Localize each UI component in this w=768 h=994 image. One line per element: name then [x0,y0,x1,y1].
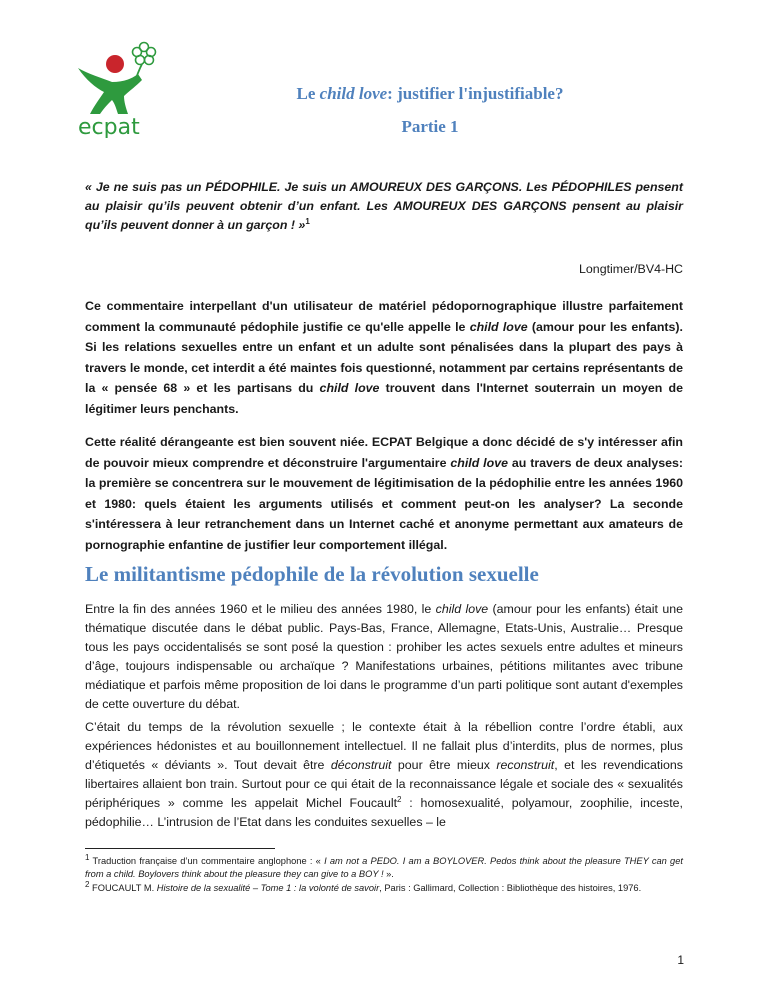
quote-attribution: Longtimer/BV4-HC [579,262,683,276]
footnotes [85,852,683,896]
body-paragraph-2: C’était du temps de la révolution sexuelle ; le contexte était à la rébellion contre l’ordre établi, aux expériences hédonistes et au bouillonnement intellectuel. Il ne fallait plus d’interdits, plus de normes, plus d’étiquetés « déviants ». Tout devait être déconstruit pour être mieux reconstruit, et les revendications libertaires allaient bon train. Surtout pour ce qui était de la reconnaissance légale et sociale des « sexualités périphériques » comme les appelait Michel Foucault$^2$ : homosexualité, polyamour, zoophilie, inceste, pédophilie… L’intrusion de l’Etat dans les conduites sexuelles – le [85,720,684,829]
footnote-1: $^1$ Traduction française d’un commentaire anglophone : « I am not a PEDO. I am a BOYLOVER. Pedos think about the pleasure THEY can get from a child. Boylovers think about the pleasure they can give to a BOY ! ». [85,852,683,879]
epigraph-quote: « Je ne suis pas un PÉDOPHILE. Je suis un AMOUREUX DES GARÇONS. Les PÉDOPHILES pensent au plaisir qu’ils peuvent obtenir d’un enfant. Les AMOUREUX DES GARÇONS pensent au plaisir qu’ils peuvent donner à un garçon ! »$^1$ [85,180,683,232]
title-line-2: Partie 1 [401,117,459,136]
document-title [180,84,680,137]
ecpat-logo [72,38,164,138]
footnote-2: $^2$ FOUCAULT M. Histoire de la sexualité – Tome 1 : la volonté de savoir, Paris : Gallimard, Collection : Bibliothèque des histoires, 1976. [85,879,642,893]
footnote-ref-2[interactable]: 2 [397,794,402,804]
section-heading: Le militantisme pédophile de la révolution sexuelle [85,562,539,586]
logo-wordmark: ecpat [78,115,140,138]
title-line-1: Le child love: justifier l'injustifiable? [296,84,564,103]
footnote-ref-1[interactable]: 1 [305,216,310,226]
intro-paragraph-2: Cette réalité dérangeante est bien souvent niée. ECPAT Belgique a donc décidé de s'y intéresser afin de pouvoir mieux comprendre et déconstruire l'argumentaire child love au travers de deux analyses: la première se concentrera sur le mouvement de légitimisation de la pédophilie entre les années 1960 et 1980: quels étaient les arguments utilisés et comment peut-on les analyser? La seconde s'intéressera à leur retranchement dans un Internet caché et anonyme permettant aux amateurs de pornographie enfantine de justifier leur comportement illégal. [85,435,684,552]
child-figure-icon [78,68,142,114]
child-head-icon [106,55,124,73]
page-number: 1 [677,953,684,967]
body-paragraph-1: Entre la fin des années 1960 et le milieu des années 1980, le child love (amour pour les enfants) était une thématique discutée dans le débat public. Pays-Bas, France, Allemagne, Etats-Unis, Australie… Presque tous les pays occidentalisés se sont posé la question : prohiber les actes sexuels entre adultes et mineurs d’âge, toujours indispensable ou archaïque ? Manifestations urbaines, pétitions militantes avec tribune médiatique et parfois même proposition de loi dans le programme d’un parti politique sont autant d'exemples de cette ouverture du débat. [85,602,683,711]
footnote-separator [85,848,275,849]
intro-paragraph-1: Ce commentaire interpellant d'un utilisateur de matériel pédopornographique illustre parfaitement comment la communauté pédophile justifie ce qu'elle appelle le child love (amour pour les enfants). Si les relations sexuelles entre un enfant et un adulte sont pénalisées dans la plupart des pays à travers le monde, cet interdit a été maintes fois questionné, notamment par certains représentants de la « pensée 68 » et les partisans du child love trouvent dans l'Internet souterrain un moyen de légitimer leurs penchants. [85,299,683,416]
